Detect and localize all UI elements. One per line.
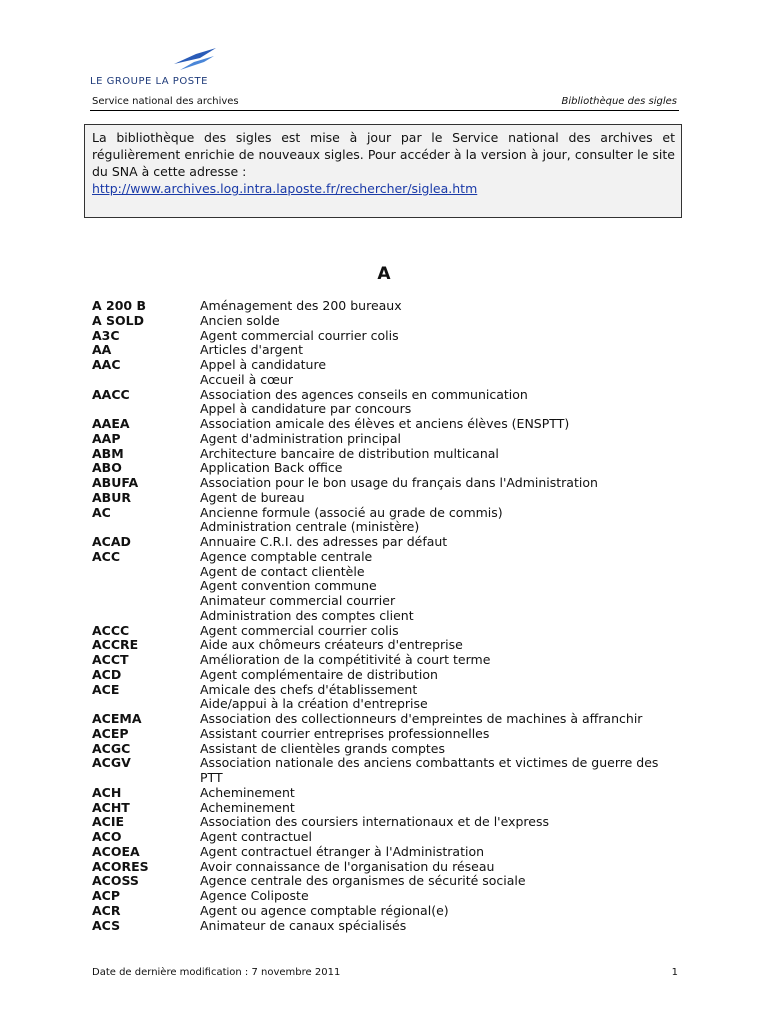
glossary-entry [92,653,682,668]
entry-acronym: ACD [92,666,122,682]
entry-acronym: ABM [92,445,124,461]
entry-definitions [200,683,682,713]
entry-definition: Ancienne formule (associé au grade de commis) [200,504,503,520]
entry-definitions [200,786,682,801]
page-header [90,96,679,111]
glossary-entry [92,801,682,816]
glossary-entry [92,889,682,904]
entry-definition: Agent de bureau [200,489,305,505]
entry-acronym: A3C [92,327,120,343]
glossary-entry [92,712,682,727]
entry-definitions [200,801,682,816]
entry-acronym: ACO [92,829,122,844]
entry-definition: Aide/appui à la création d'entreprise [200,696,428,712]
la-poste-logo [90,42,240,92]
la-poste-bird-icon [170,42,218,74]
section-letter: A [377,264,391,284]
entry-definitions [200,624,682,639]
entry-acronym: AAC [92,357,121,372]
entry-definition: Agence comptable centrale [200,548,373,564]
entry-definition: Aide aux chômeurs créateurs d'entreprise [200,637,463,653]
entry-acronym: ACCC [92,622,130,638]
entry-definition: Agent contractuel [200,829,312,844]
entry-definitions [200,919,682,934]
glossary-entry [92,476,682,491]
glossary-entry [92,860,682,875]
glossary-entry [92,904,682,919]
entry-definition: Association nationale des anciens combattants et victimes de guerre des PTT [200,755,659,785]
glossary-entry [92,786,682,801]
entry-definition: Assistant courrier entreprises professionnelles [200,725,490,741]
entry-definitions [200,299,682,314]
entry-definitions [200,388,682,418]
glossary-entry [92,727,682,742]
entry-definitions [200,550,682,624]
entry-definition: Agent de contact clientèle [200,563,365,579]
entry-acronym: AA [92,342,112,358]
entry-definition: Aménagement des 200 bureaux [200,298,402,313]
entry-acronym: ACP [92,888,121,903]
entry-definitions [200,889,682,904]
last-modified-date: Date de dernière modification : 7 novembre 2011 [92,967,341,978]
entry-definition: Animateur commercial courrier [200,593,396,608]
glossary-entry [92,638,682,653]
entry-acronym: ACC [92,548,121,564]
entry-definitions [200,815,682,830]
entry-definition: Accueil à cœur [200,371,293,387]
entry-acronym: A SOLD [92,312,144,328]
entry-acronym: AACC [92,386,130,402]
entry-definition: Acheminement [200,799,295,815]
archive-link[interactable]: http://www.archives.log.intra.laposte.fr/rechercher/siglea.htm [92,181,478,196]
entry-definition: Avoir connaissance de l'organisation du réseau [200,858,495,874]
entry-definition: Association des collectionneurs d'empreintes de machines à affranchir [200,711,643,726]
entry-acronym: ACCRE [92,637,139,653]
entry-acronym: ACORES [92,858,149,874]
entry-definition: Administration des comptes client [200,607,414,623]
glossary-entry [92,314,682,329]
entry-definition: Architecture bancaire de distribution multicanal [200,445,499,461]
logo-text: LE GROUPE LA POSTE [90,76,208,87]
glossary-entry [92,358,682,388]
entry-definitions [200,653,682,668]
entry-acronym: A 200 B [92,298,146,313]
entry-definitions [200,904,682,919]
entry-definitions [200,712,682,727]
entry-definition: Administration centrale (ministère) [200,519,420,535]
entry-acronym: ACGV [92,755,131,771]
entry-definitions [200,491,682,506]
update-notice-box [84,124,682,218]
entry-definitions [200,756,682,786]
entry-definition: Articles d'argent [200,342,303,358]
glossary-entry [92,742,682,757]
entry-definition: Appel à candidature par concours [200,401,412,417]
glossary-entry [92,417,682,432]
glossary-entry [92,447,682,462]
entry-definitions [200,830,682,845]
entry-definitions [200,535,682,550]
entry-acronym: ACS [92,917,121,933]
glossary-entry [92,919,682,934]
entry-acronym: ACEMA [92,711,142,726]
entry-acronym: AC [92,504,111,520]
entry-acronym: ABO [92,460,122,476]
entry-definitions [200,668,682,683]
entry-definition: Agence centrale des organismes de sécurité sociale [200,873,526,889]
entry-definition: Appel à candidature [200,357,327,372]
entry-definitions [200,476,682,491]
header-service-name: Service national des archives [92,96,239,107]
glossary-entry [92,815,682,830]
entry-definitions [200,329,682,344]
entry-definitions [200,447,682,462]
entry-definitions [200,314,682,329]
glossary-entry [92,506,682,536]
entry-acronym: ACEP [92,725,129,741]
glossary-entry [92,845,682,860]
glossary-entry [92,874,682,889]
entry-definitions [200,727,682,742]
entry-definition: Amélioration de la compétitivité à court terme [200,652,491,667]
glossary-entry [92,388,682,418]
glossary-entry [92,668,682,683]
entry-acronym: ACHT [92,799,130,815]
glossary-entry [92,343,682,358]
entry-definition: Annuaire C.R.I. des adresses par défaut [200,534,448,549]
entry-definition: Application Back office [200,460,343,476]
entry-definition: Agent complémentaire de distribution [200,666,438,682]
entry-acronym: ACOEA [92,843,140,859]
entry-definitions [200,860,682,875]
entry-definitions [200,874,682,889]
entry-definition: Agent commercial courrier colis [200,622,399,638]
glossary-entry [92,432,682,447]
entry-acronym: ACOSS [92,873,139,889]
entry-acronym: ACIE [92,814,125,830]
glossary-entry [92,461,682,476]
notice-text: La bibliothèque des sigles est mise à jour par le Service national des archives et régulièrement enrichie de nouveaux sigles. Pour accéder à la version à jour, consulter le site du SNA à cette adresse : [92,130,675,179]
entry-acronym: ACAD [92,534,131,549]
glossary-entry [92,299,682,314]
entry-definitions [200,742,682,757]
entry-definition: Association des coursiers internationaux et de l'express [200,814,549,830]
entry-definition: Agence Coliposte [200,888,309,903]
entry-definition: Ancien solde [200,312,280,328]
entry-definition: Amicale des chefs d'établissement [200,681,418,697]
glossary-entry [92,624,682,639]
entry-acronym: ACGC [92,740,131,756]
glossary-entry [92,535,682,550]
entry-definitions [200,461,682,476]
entry-definition: Assistant de clientèles grands comptes [200,740,446,756]
glossary-entry [92,756,682,786]
entry-definition: Association pour le bon usage du français dans l'Administration [200,475,598,490]
entry-definition: Agent d'administration principal [200,430,401,446]
entry-definitions [200,506,682,536]
glossary-entry [92,550,682,624]
entry-definitions [200,358,682,388]
glossary-entry [92,329,682,344]
entry-definitions [200,417,682,432]
glossary-entry [92,830,682,845]
entry-acronym: AAEA [92,416,130,431]
entry-definitions [200,845,682,860]
entry-definition: Agent convention commune [200,578,377,594]
entry-definitions [200,638,682,653]
glossary-entry [92,491,682,506]
glossary-list [92,299,682,933]
entry-definition: Animateur de canaux spécialisés [200,917,407,933]
entry-definition: Association des agences conseils en communication [200,386,528,402]
entry-definitions [200,432,682,447]
entry-acronym: ABUFA [92,475,139,490]
entry-definitions [200,343,682,358]
entry-acronym: ACE [92,681,120,697]
entry-definition: Agent commercial courrier colis [200,327,399,343]
entry-definition: Agent ou agence comptable régional(e) [200,902,449,918]
entry-acronym: ACH [92,784,122,800]
entry-acronym: AAP [92,430,121,446]
entry-acronym: ACCT [92,652,129,667]
entry-definition: Association amicale des élèves et anciens élèves (ENSPTT) [200,416,570,431]
entry-acronym: ACR [92,902,121,918]
entry-acronym: ABUR [92,489,131,505]
entry-definition: Acheminement [200,784,295,800]
entry-definition: Agent contractuel étranger à l'Administration [200,843,485,859]
header-document-title: Bibliothèque des sigles [561,96,677,107]
page-number: 1 [671,967,678,978]
glossary-entry [92,683,682,713]
